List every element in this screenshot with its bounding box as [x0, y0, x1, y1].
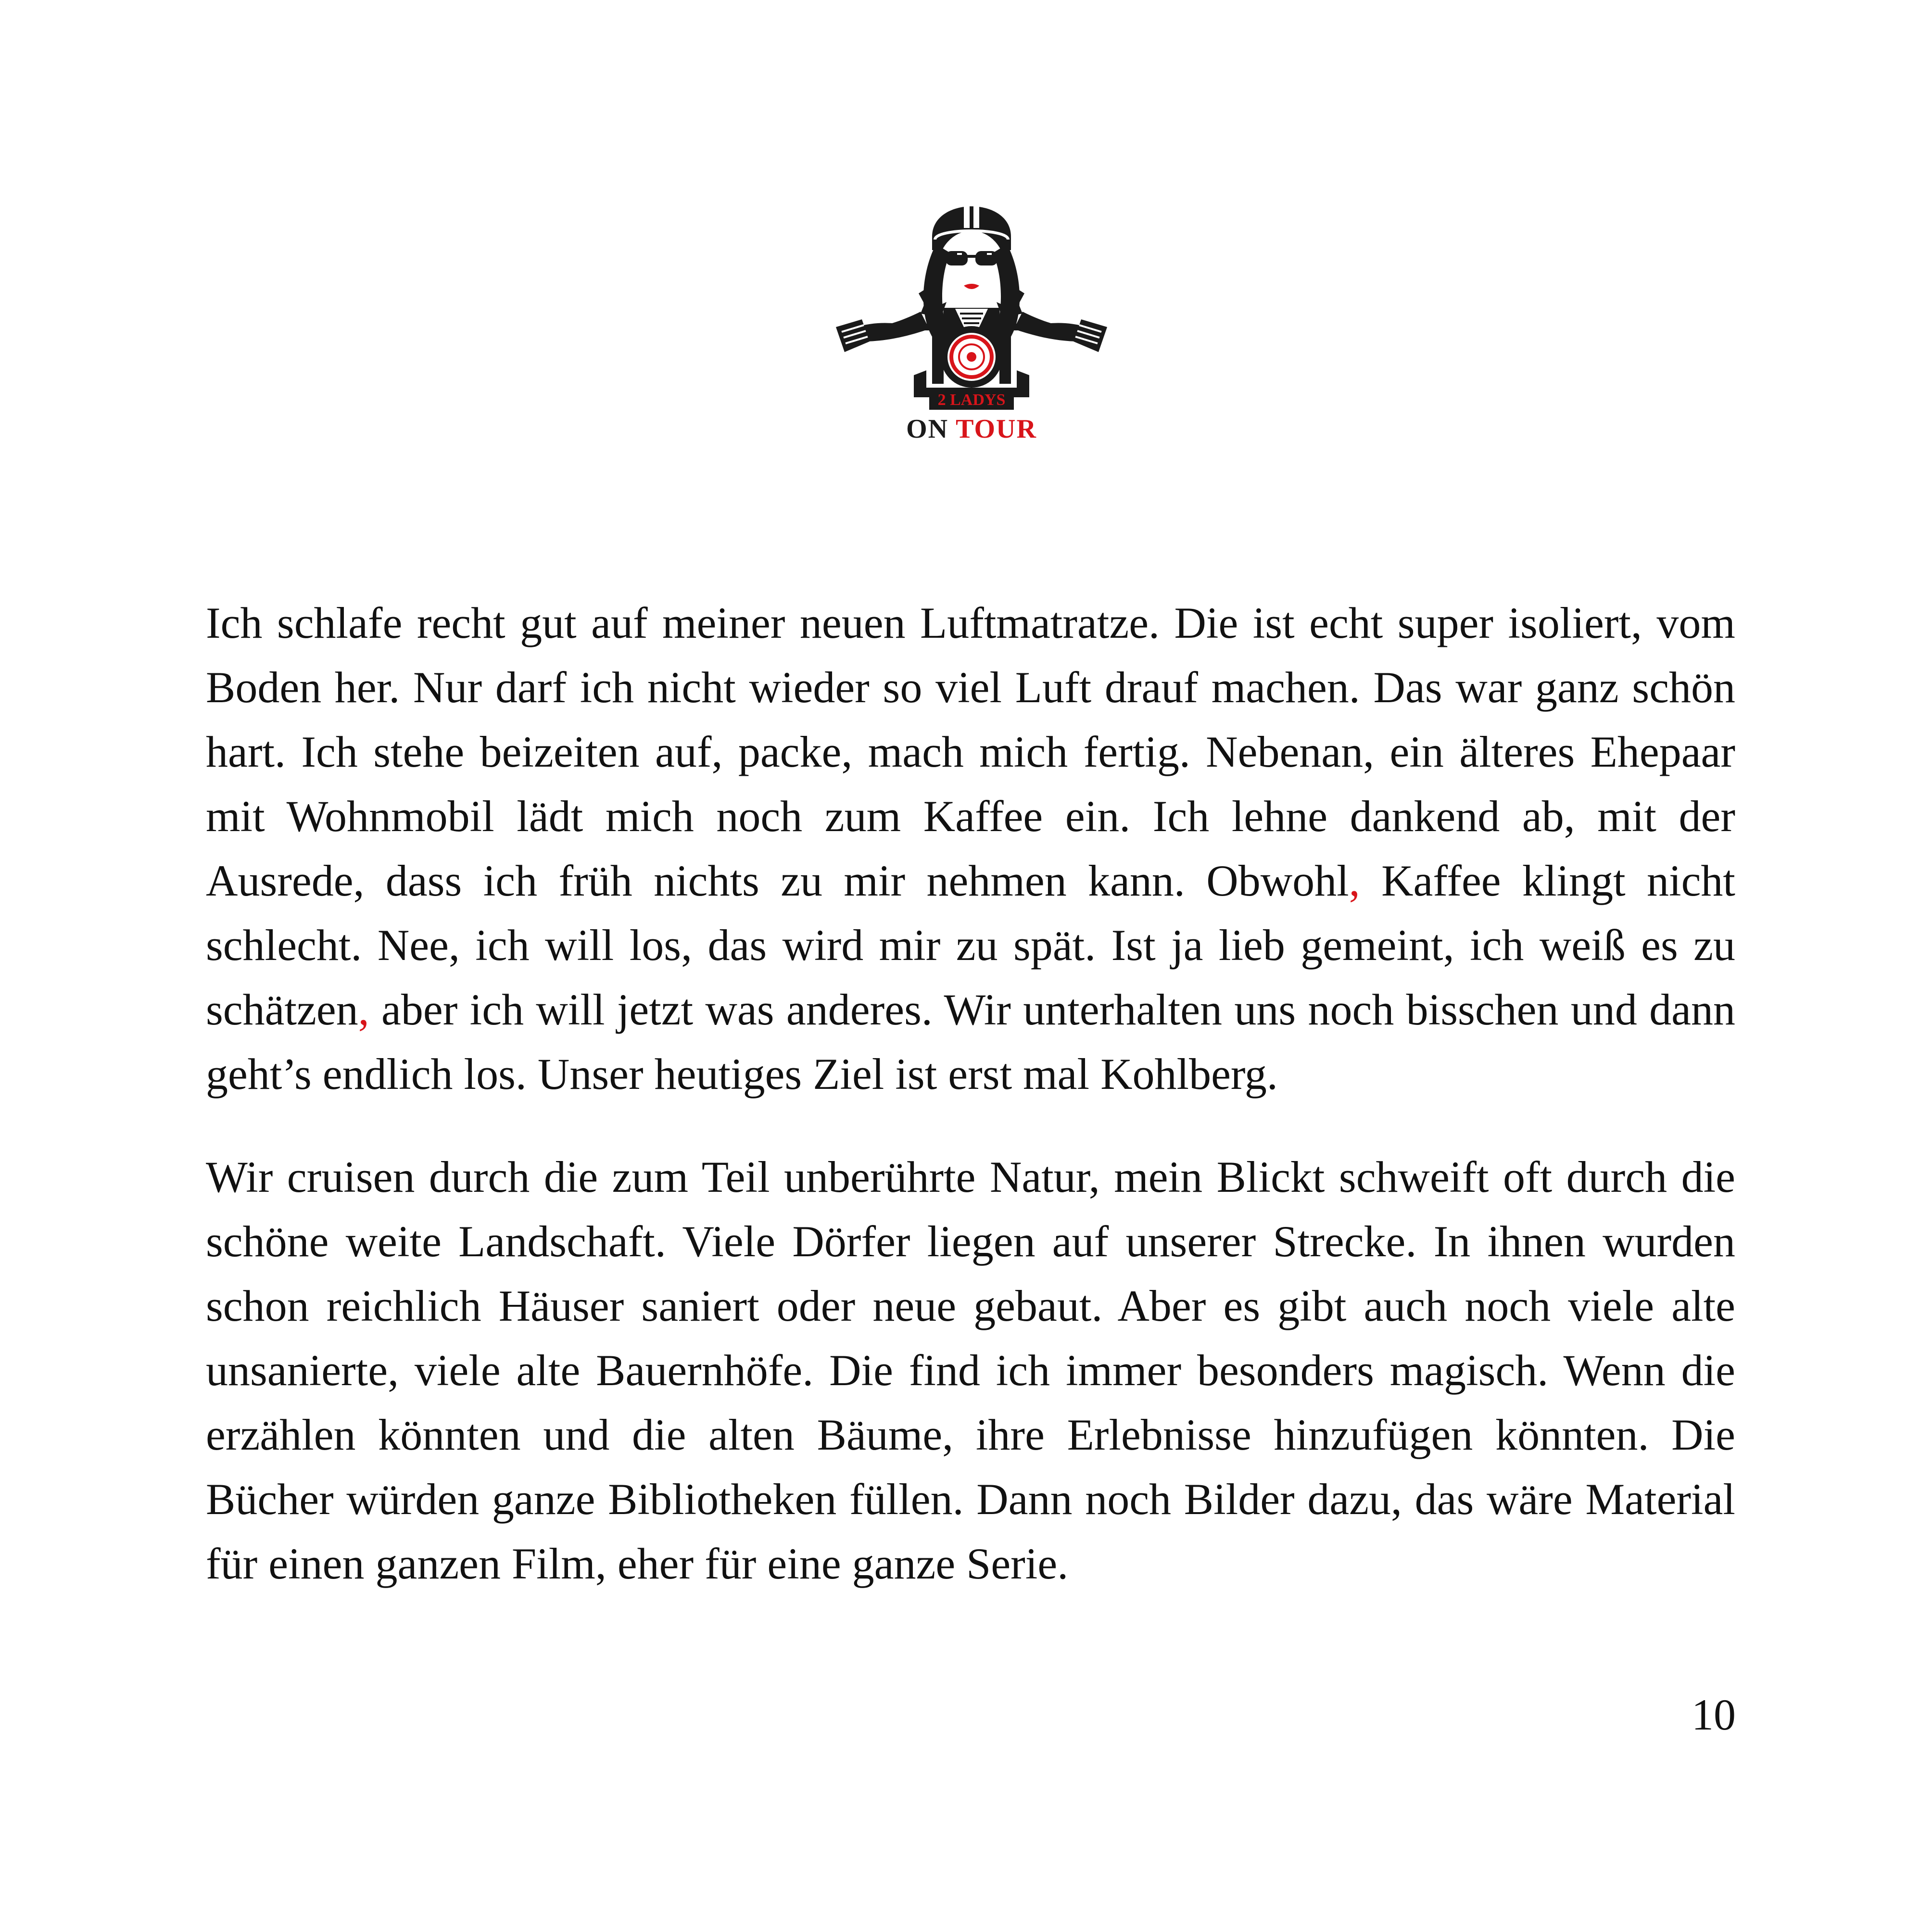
svg-text:ON TOUR — [906, 414, 1037, 444]
page-number: 10 — [1692, 1690, 1736, 1739]
paragraph-2: Wir cruisen durch die zum Teil unberührte Natur, mein Blickt schweift oft durch die schöne weite Landschaft. Viele Dörfer liegen auf unserer Strecke. In ihnen wurden schon reichlich Häuser saniert oder neue gebaut. Aber es gibt auch noch viele alte unsanierte, viele alte Bauernhöfe. Die find ich immer besonders magisch. Wenn die erzählen könnten und die alten Bäume, ihre Erlebnisse hinzufügen könnten. Die Bücher würden ganze Bibliotheken füllen. Dann noch Bilder dazu, das wäre Material für einen ganzen Film, eher für eine ganze Serie. — [206, 1152, 1735, 1588]
paragraph-1-part-2: Kaffee klingt nicht schlecht. Nee, ich will los, das wird mir zu spät. Ist ja lieb gemeint, ich weiß es zu schätzen — [206, 856, 1735, 1034]
logo-on-text: ON — [906, 414, 949, 444]
paragraph-1-part-3: aber ich will jetzt was anderes. Wir unterhalten uns noch bisschen und dann geht’s endlich los. Unser heutiges Ziel ist erst mal Kohlberg. — [206, 985, 1735, 1099]
logo-badge-text: 2 LADYS — [937, 391, 1006, 409]
red-comma-1: , — [1349, 856, 1360, 905]
logo-tour-text: TOUR — [956, 414, 1037, 444]
motorcycle-rider-logo-icon — [818, 183, 1125, 452]
red-comma-2: , — [358, 985, 369, 1034]
paragraph-1-part-1: Ich schlafe recht gut auf meiner neuen Luftmatratze. Die ist echt super isoliert, vom Boden her. Nur darf ich nicht wieder so viel Luft drauf machen. Das war ganz schön hart. Ich stehe beizeiten auf, packe, mach mich fertig. Nebenan, ein älteres Ehepaar mit Wohnmobil lädt mich noch zum Kaffee ein. Ich lehne dankend ab, mit der Ausrede, dass ich früh nichts zu mir nehmen kann. Obwohl — [206, 598, 1735, 905]
paragraph-1 — [206, 591, 1735, 1106]
logo-2-ladys-on-tour — [818, 183, 1125, 452]
body-text — [206, 591, 1735, 1596]
